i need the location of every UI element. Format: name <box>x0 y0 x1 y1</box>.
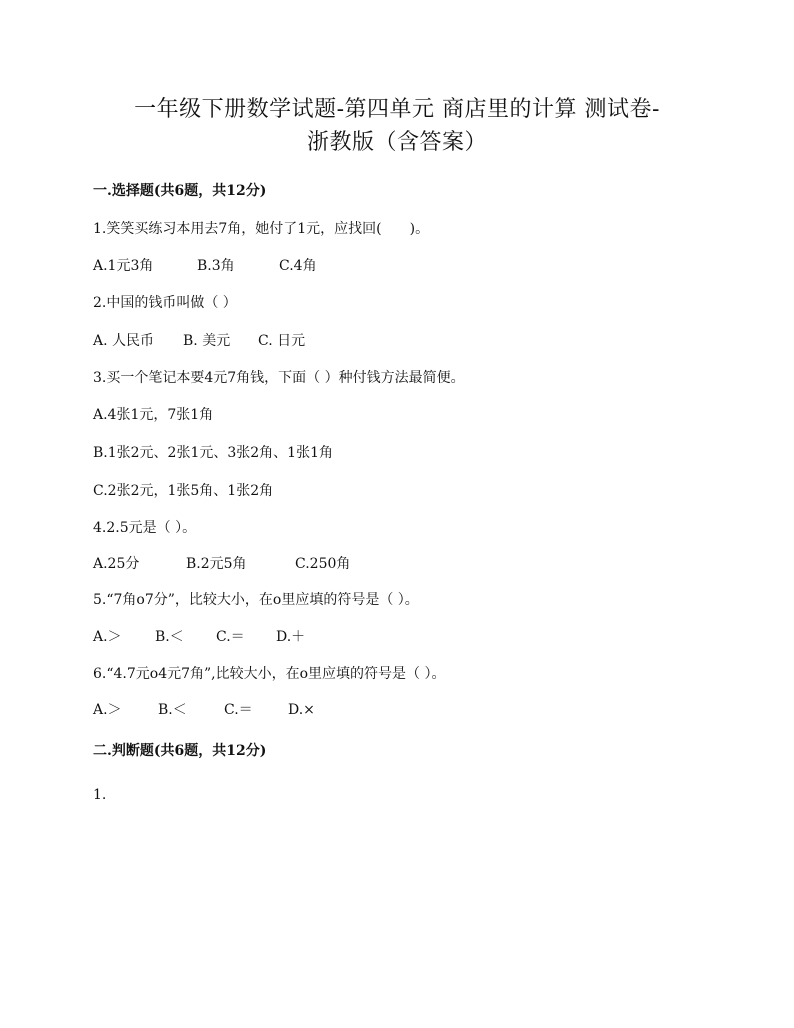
section-heading-choice: 一.选择题(共6题，共12分) <box>93 183 267 199</box>
question-6-option-d: D.× <box>288 702 315 718</box>
question-5-option-d: D.＋ <box>276 629 306 645</box>
question-6-text: 6.“4.7元o4元7角”,比较大小，在o里应填的符号是（ ）。 <box>93 666 446 682</box>
question-4-text: 4.2.5元是（ ）。 <box>93 520 197 536</box>
question-2-option-a: A. 人民币 <box>93 333 155 349</box>
question-3-option-a: A.4张1元，7张1角 <box>93 407 214 423</box>
section-heading-judgement: 二.判断题(共6题，共12分) <box>93 743 267 759</box>
judgement-question-1-text: 1. <box>93 787 107 803</box>
question-3-option-b: B.1张2元、2张1元、3张2角、1张1角 <box>93 445 333 461</box>
question-5-option-a: A.＞ <box>93 629 122 645</box>
question-2-option-c: C. 日元 <box>258 333 306 349</box>
question-2-option-b: B. 美元 <box>183 333 231 349</box>
question-4-option-b: B.2元5角 <box>186 556 247 572</box>
question-6-option-a: A.＞ <box>93 702 122 718</box>
question-1-option-b: B.3角 <box>197 258 235 274</box>
question-2-text: 2.中国的钱币叫做（ ） <box>93 295 237 311</box>
question-6-option-b: B.＜ <box>158 702 187 718</box>
question-5-text: 5.“7角o7分”，比较大小，在o里应填的符号是（ ）。 <box>93 592 419 608</box>
document-title-line-1: 一年级下册数学试题-第四单元 商店里的计算 测试卷- <box>134 97 660 122</box>
question-4-option-a: A.25分 <box>93 556 140 572</box>
document-title-line-2: 浙教版（含答案） <box>306 130 487 155</box>
question-1-option-a: A.1元3角 <box>93 258 154 274</box>
question-3-text: 3.买一个笔记本要4元7角钱，下面（ ）种付钱方法最简便。 <box>93 370 465 386</box>
question-6-option-c: C.＝ <box>224 702 253 718</box>
question-1-option-c: C.4角 <box>279 258 317 274</box>
question-5-option-c: C.＝ <box>216 629 245 645</box>
question-4-option-c: C.250角 <box>295 556 351 572</box>
question-3-option-c: C.2张2元，1张5角、1张2角 <box>93 483 274 499</box>
question-1-text: 1.笑笑买练习本用去7角，她付了1元，应找回( )。 <box>93 221 430 237</box>
question-5-option-b: B.＜ <box>155 629 184 645</box>
